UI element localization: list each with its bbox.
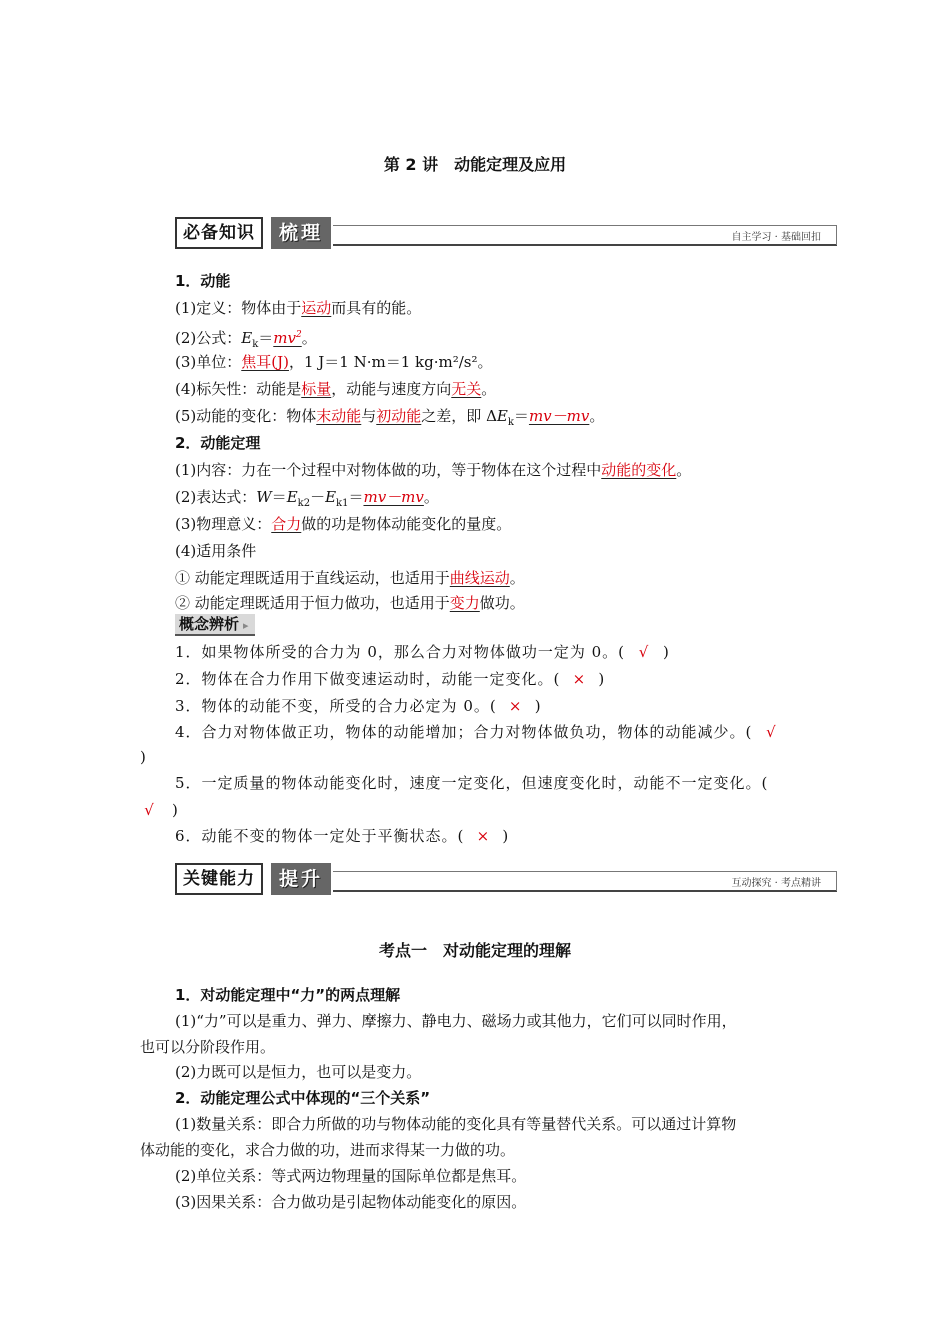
answer-blank: 变力 [449,594,480,612]
paragraph: 也可以分阶段作用。 [140,1038,276,1056]
topic-heading: 2．动能定理公式中体现的“三个关系” [175,1089,431,1107]
topic-heading: 1．对动能定理中“力”的两点理解 [175,986,401,1004]
answer-blank: 初动能 [376,407,422,425]
check-mark: √ [638,643,650,661]
triangle-icon: ▸ [243,619,249,632]
section-banner-basics [175,217,837,249]
cross-mark: × [476,827,491,845]
cross-mark: × [572,670,587,688]
paragraph: (1)数量关系：即合力所做的功与物体动能的变化具有等量替代关系。可以通过计算物 [175,1115,737,1133]
answer-blank: mv－mv [528,407,590,425]
change-line: (5)动能的变化：物体末动能与初动能之差，即 $\Delta E_k=mv-mv$。 [175,407,605,428]
paragraph: 体动能的变化，求合力做的功，进而求得某一力做的功。 [140,1141,516,1159]
condition-curve-line: ① 动能定理既适用于直线运动，也适用于曲线运动。 [175,569,525,587]
answer-blank: 无关 [451,380,482,398]
check-mark: √ [766,723,777,741]
unit-line: (3)单位：焦耳(J)，1 J＝1 N·m＝1 kg·m²/s²。 [175,353,493,371]
banner-rule [333,890,837,892]
answer-blank: 动能的变化 [601,461,677,479]
answer-blank: 曲线运动 [449,569,510,587]
concept-item: 4．合力对物体做正功，物体的动能增加；合力对物体做负功，物体的动能减少。( √ [175,722,790,742]
conditions-heading: (4)适用条件 [175,542,257,560]
answer-blank: 焦耳(J) [241,353,289,371]
scalar-line: (4)标矢性：动能是标量，动能与速度方向无关。 [175,380,497,398]
concept-item: 1．如果物体所受的合力为 0，那么合力对物体做功一定为 0。( √ ) [175,643,670,661]
heading-theorem: 2．动能定理 [175,434,261,452]
answer-blank: 标量 [301,380,332,398]
answer-blank: mv－mv [363,488,424,506]
concept-item: 3．物体的动能不变，所受的合力必定为 0。( × ) [175,697,542,715]
answer-blank: 合力 [271,515,302,533]
topic-title: 考点一 对动能定理的理解 [378,941,571,960]
banner-end-mark [830,871,837,891]
section-banner-ability [175,863,837,895]
lesson-title: 第 2 讲 动能定理及应用 [383,155,567,174]
paragraph: (2)单位关系：等式两边物理量的国际单位都是焦耳。 [175,1167,527,1185]
meaning-line: (3)物理意义：合力做的功是物体动能变化的量度。 [175,515,512,533]
banner-tag: 互动探究 · 考点精讲 [727,874,825,889]
expression-line: (2)表达式：$W=E_{k2}-E_{k1}=mv-mv$。 [175,488,439,509]
banner-end-mark [830,225,837,245]
answer-blank: $mv^2$ [273,329,302,347]
paragraph: (2)力既可以是恒力，也可以是变力。 [175,1063,422,1081]
banner-rule [333,244,837,246]
concept-item: 2．物体在合力作用下做变速运动时，动能一定变化。( × ) [175,670,606,688]
banner-rule [333,225,837,226]
heading-kinetic-energy: 1．动能 [175,272,231,290]
banner-right-label: 梳理 [271,217,331,249]
cross-mark: × [508,697,523,715]
definition-line: (1)定义：物体由于运动而具有的能。 [175,299,422,317]
condition-variable-force-line: ② 动能定理既适用于恒力做功，也适用于变力做功。 [175,594,525,612]
banner-tag: 自主学习 · 基础回扣 [727,228,825,243]
banner-rule [333,871,837,872]
content-line: (1)内容：力在一个过程中对物体做的功，等于物体在这个过程中动能的变化。 [175,461,692,479]
paragraph: (3)因果关系：合力做功是引起物体动能变化的原因。 [175,1193,527,1211]
banner-left-label: 必备知识 [175,217,263,249]
banner-left-label: 关键能力 [175,863,263,895]
concept-check-label: 概念辨析 ▸ [175,614,255,636]
paragraph: (1)“力”可以是重力、弹力、摩擦力、静电力、磁场力或其他力，它们可以同时作用， [175,1012,737,1030]
formula-line: (2)公式：$E_k=mv^2$。 [175,329,317,350]
concept-item-close: ) [140,748,146,766]
concept-item-close: √ ) [140,800,178,820]
concept-item: 5．一定质量的物体动能变化时，速度一定变化，但速度变化时，动能不一定变化。( [175,774,769,792]
concept-item: 6．动能不变的物体一定处于平衡状态。( × ) [175,827,510,845]
answer-blank: 末动能 [316,407,362,425]
check-mark: √ [144,801,154,819]
banner-right-label: 提升 [271,863,331,895]
answer-blank: 运动 [301,299,332,317]
